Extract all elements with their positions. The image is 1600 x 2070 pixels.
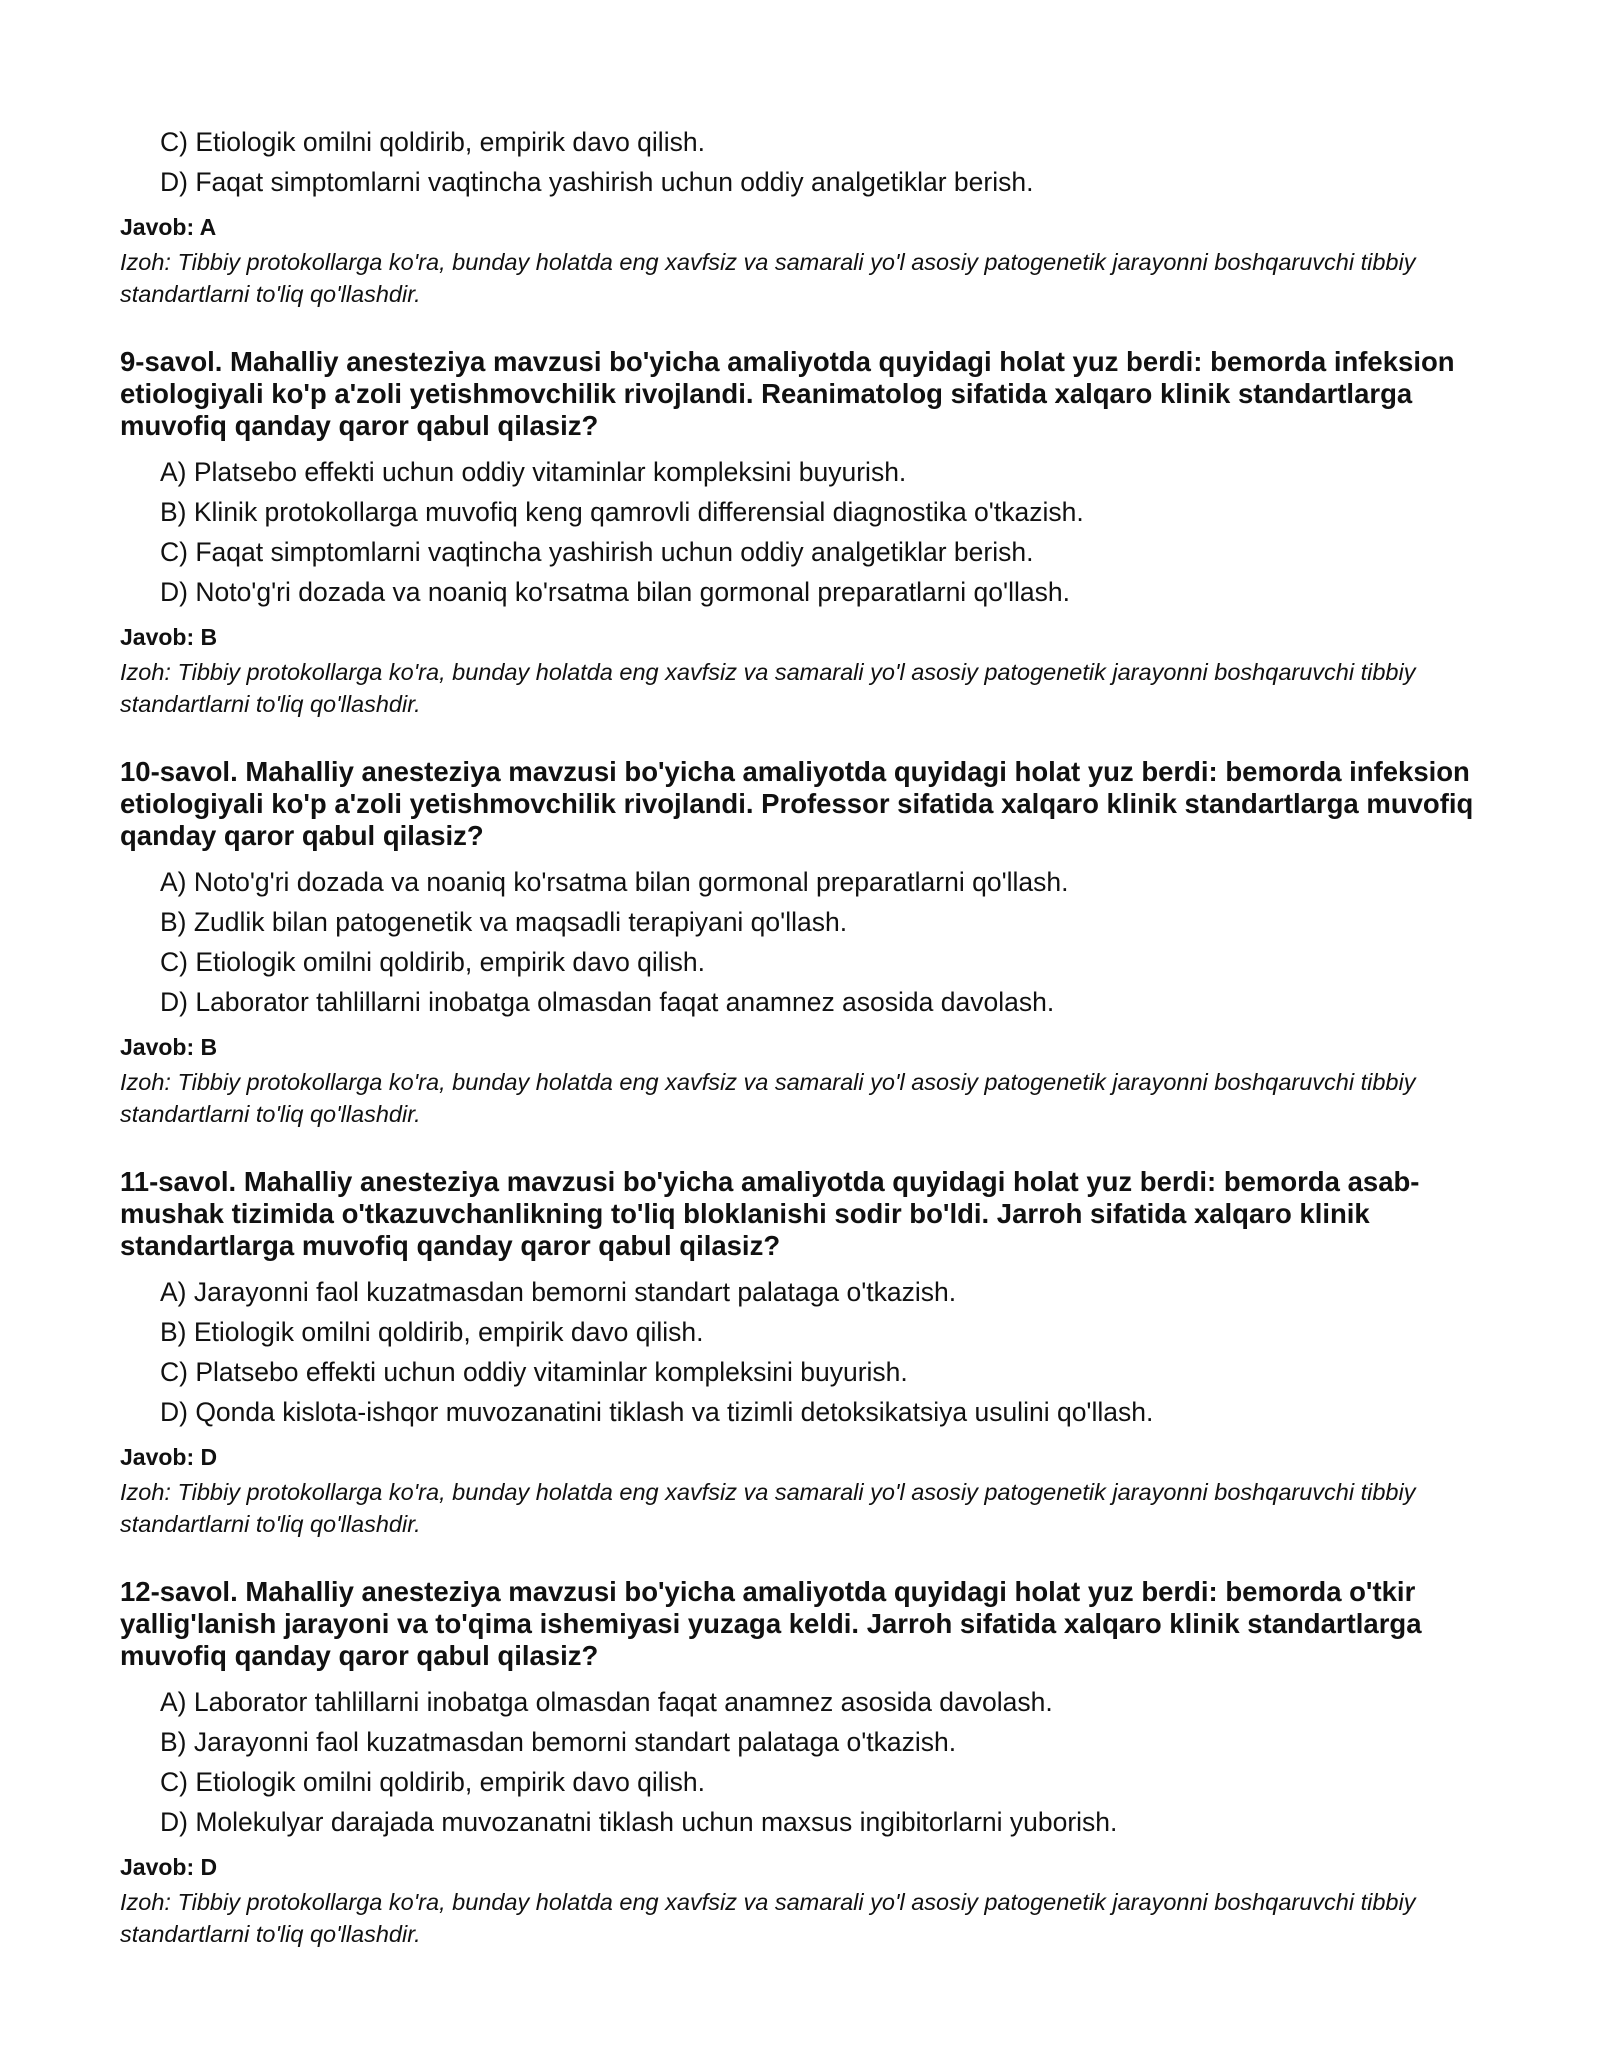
option-d: D) Noto'g'ri dozada va noaniq ko'rsatma bilan gormonal preparatlarni qo'llash. xyxy=(160,577,1070,607)
explanation-note: Izoh: Tibbiy protokollarga ko'ra, bunday holatda eng xavfsiz va samarali yo'l asosiy patogenetik jarayonni boshqaruvchi tibbiy standartlarni to'liq qo'llashdir. xyxy=(120,1479,1416,1537)
option-b: B) Klinik protokollarga muvofiq keng qamrovli differensial diagnostika o'tkazish. xyxy=(160,497,1084,527)
answer-label: Javob: B xyxy=(120,624,218,650)
question-block-10 xyxy=(120,756,1500,1130)
option-a: A) Noto'g'ri dozada va noaniq ko'rsatma bilan gormonal preparatlarni qo'llash. xyxy=(160,867,1069,897)
option-b: B) Etiologik omilni qoldirib, empirik davo qilish. xyxy=(160,1317,704,1347)
continued-question-block xyxy=(120,122,1500,310)
option-a: A) Laborator tahlillarni inobatga olmasdan faqat anamnez asosida davolash. xyxy=(160,1687,1053,1717)
option-c: C) Faqat simptomlarni vaqtincha yashirish uchun oddiy analgetiklar berish. xyxy=(160,537,1034,567)
explanation-note: Izoh: Tibbiy protokollarga ko'ra, bunday holatda eng xavfsiz va samarali yo'l asosiy patogenetik jarayonni boshqaruvchi tibbiy standartlarni to'liq qo'llashdir. xyxy=(120,1069,1416,1127)
option-d: D) Laborator tahlillarni inobatga olmasdan faqat anamnez asosida davolash. xyxy=(160,987,1055,1017)
option-d: D) Qonda kislota-ishqor muvozanatini tiklash va tizimli detoksikatsiya usulini qo'llash. xyxy=(160,1397,1154,1427)
option-b: B) Jarayonni faol kuzatmasdan bemorni standart palataga o'tkazish. xyxy=(160,1727,957,1757)
option-a: A) Jarayonni faol kuzatmasdan bemorni standart palataga o'tkazish. xyxy=(160,1277,957,1307)
question-text: 10-savol. Mahalliy anesteziya mavzusi bo'yicha amaliyotda quyidagi holat yuz berdi: bemorda infeksion etiologiyali ko'p a'zoli yetishmovchilik rivojlandi. Professor sifatida xalqaro klinik standartlarga muvofiq qanday qaror qabul qilasiz? xyxy=(120,756,1474,851)
answer-label: Javob: B xyxy=(120,1034,218,1060)
option-b: B) Zudlik bilan patogenetik va maqsadli terapiyani qo'llash. xyxy=(160,907,848,937)
answer-label: Javob: A xyxy=(120,214,217,240)
option-c: C) Etiologik omilni qoldirib, empirik davo qilish. xyxy=(160,127,705,157)
option-c: C) Etiologik omilni qoldirib, empirik davo qilish. xyxy=(160,947,705,977)
explanation-note: Izoh: Tibbiy protokollarga ko'ra, bunday holatda eng xavfsiz va samarali yo'l asosiy patogenetik jarayonni boshqaruvchi tibbiy standartlarni to'liq qo'llashdir. xyxy=(120,249,1416,307)
explanation-note: Izoh: Tibbiy protokollarga ko'ra, bunday holatda eng xavfsiz va samarali yo'l asosiy patogenetik jarayonni boshqaruvchi tibbiy standartlarni to'liq qo'llashdir. xyxy=(120,659,1416,717)
question-text: 11-savol. Mahalliy anesteziya mavzusi bo'yicha amaliyotda quyidagi holat yuz berdi: bemorda asab-mushak tizimida o'tkazuvchanlikning to'liq bloklanishi sodir bo'ldi. Jarroh sifatida xalqaro klinik standartlarga muvofiq qanday qaror qabul qilasiz? xyxy=(120,1166,1420,1261)
answer-label: Javob: D xyxy=(120,1854,218,1880)
question-block-9 xyxy=(120,346,1500,720)
question-block-11 xyxy=(120,1166,1500,1540)
answer-label: Javob: D xyxy=(120,1444,218,1470)
option-c: C) Etiologik omilni qoldirib, empirik davo qilish. xyxy=(160,1767,705,1797)
option-d: D) Molekulyar darajada muvozanatni tiklash uchun maxsus ingibitorlarni yuborish. xyxy=(160,1807,1118,1837)
option-c: C) Platsebo effekti uchun oddiy vitaminlar kompleksini buyurish. xyxy=(160,1357,908,1387)
question-text: 9-savol. Mahalliy anesteziya mavzusi bo'yicha amaliyotda quyidagi holat yuz berdi: bemorda infeksion etiologiyali ko'p a'zoli yetishmovchilik rivojlandi. Reanimatolog sifatida xalqaro klinik standartlarga muvofiq qanday qaror qabul qilasiz? xyxy=(120,346,1455,441)
explanation-note: Izoh: Tibbiy protokollarga ko'ra, bunday holatda eng xavfsiz va samarali yo'l asosiy patogenetik jarayonni boshqaruvchi tibbiy standartlarni to'liq qo'llashdir. xyxy=(120,1889,1416,1947)
question-text: 12-savol. Mahalliy anesteziya mavzusi bo'yicha amaliyotda quyidagi holat yuz berdi: bemorda o'tkir yallig'lanish jarayoni va to'qima ishemiyasi yuzaga keldi. Jarroh sifatida xalqaro klinik standartlarga muvofiq qanday qaror qabul qilasiz? xyxy=(120,1576,1422,1671)
option-d: D) Faqat simptomlarni vaqtincha yashirish uchun oddiy analgetiklar berish. xyxy=(160,167,1034,197)
option-a: A) Platsebo effekti uchun oddiy vitaminlar kompleksini buyurish. xyxy=(160,457,907,487)
document-page xyxy=(120,122,1500,1950)
question-block-12 xyxy=(120,1576,1500,1950)
